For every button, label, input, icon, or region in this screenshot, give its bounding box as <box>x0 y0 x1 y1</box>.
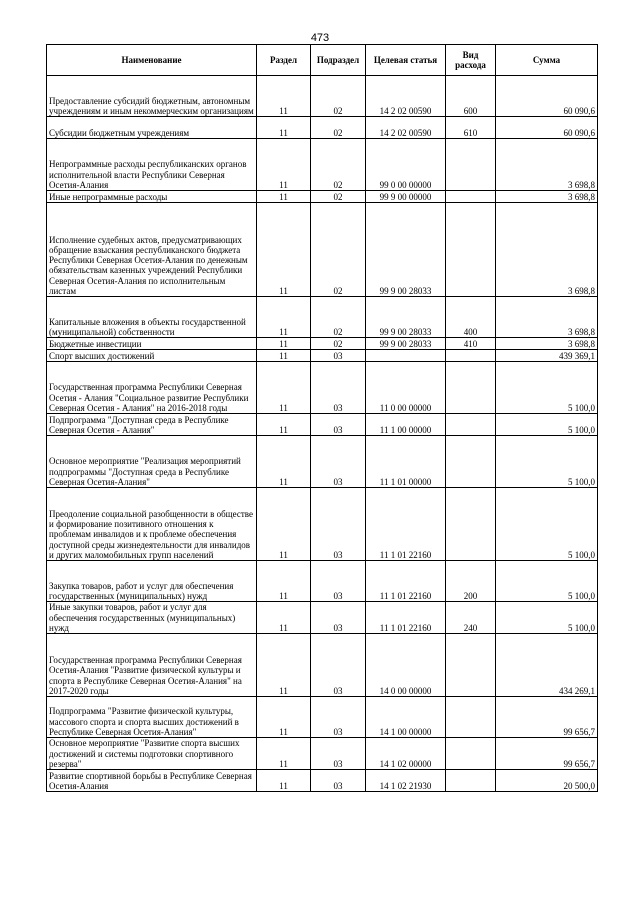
row-section: 11 <box>257 634 311 697</box>
page-number: 473 <box>310 32 330 44</box>
row-expense-type <box>446 488 496 561</box>
row-amount: 60 090,6 <box>496 117 598 139</box>
row-name: Подпрограмма "Развитие физической культуры, массового спорта и спорта высших достижений в Республике Северная Осетия-Алания" <box>47 697 257 738</box>
table-row <box>47 414 598 436</box>
row-target: 99 9 00 28033 <box>366 297 446 338</box>
row-expense-type: 610 <box>446 117 496 139</box>
row-target: 99 9 00 00000 <box>366 191 446 203</box>
table-row <box>47 697 598 738</box>
table-row <box>47 76 598 117</box>
row-expense-type <box>446 436 496 488</box>
row-subsection: 02 <box>311 338 366 350</box>
row-section: 11 <box>257 297 311 338</box>
row-name: Субсидии бюджетным учреждениям <box>47 117 257 139</box>
row-name: Преодоление социальной разобщенности в обществе и формирование позитивного отношения к проблемам инвалидов и к проблеме обеспечения доступной среды жизнедеятельности для инвалидов и других маломобильных групп населений <box>47 488 257 561</box>
row-amount: 5 100,0 <box>496 561 598 602</box>
row-amount: 5 100,0 <box>496 602 598 634</box>
row-name: Капитальные вложения в объекты государственной (муниципальной) собственности <box>47 297 257 338</box>
table-row <box>47 350 598 362</box>
row-name: Спорт высших достижений <box>47 350 257 362</box>
row-target: 11 1 01 22160 <box>366 561 446 602</box>
row-subsection: 03 <box>311 561 366 602</box>
row-target: 14 1 00 00000 <box>366 697 446 738</box>
row-amount: 3 698,8 <box>496 191 598 203</box>
row-target: 14 2 02 00590 <box>366 117 446 139</box>
row-expense-type: 600 <box>446 76 496 117</box>
row-name: Иные непрограммные расходы <box>47 191 257 203</box>
table-row <box>47 297 598 338</box>
table-row <box>47 634 598 697</box>
table-row <box>47 602 598 634</box>
row-target: 99 0 00 00000 <box>366 139 446 191</box>
row-amount: 5 100,0 <box>496 414 598 436</box>
row-subsection: 03 <box>311 488 366 561</box>
table-row <box>47 191 598 203</box>
header-expense-type: Вид расхода <box>446 45 496 76</box>
row-subsection: 02 <box>311 191 366 203</box>
row-target: 14 0 00 00000 <box>366 634 446 697</box>
row-target: 99 9 00 28033 <box>366 338 446 350</box>
row-section: 11 <box>257 139 311 191</box>
row-subsection: 03 <box>311 436 366 488</box>
row-subsection: 02 <box>311 203 366 297</box>
row-target: 11 1 01 22160 <box>366 488 446 561</box>
row-amount: 3 698,8 <box>496 338 598 350</box>
row-name: Основное мероприятие "Развитие спорта высших достижений и системы подготовки спортивного резерва" <box>47 738 257 770</box>
row-name: Предоставление субсидий бюджетным, автономным учреждениям и иным некоммерческим организациям <box>47 76 257 117</box>
row-name: Закупка товаров, работ и услуг для обеспечения государственных (муниципальных) нужд <box>47 561 257 602</box>
row-amount: 5 100,0 <box>496 436 598 488</box>
row-amount: 5 100,0 <box>496 488 598 561</box>
row-subsection: 03 <box>311 697 366 738</box>
row-target: 11 1 00 00000 <box>366 414 446 436</box>
row-subsection: 03 <box>311 602 366 634</box>
row-expense-type <box>446 191 496 203</box>
row-section: 11 <box>257 76 311 117</box>
row-expense-type <box>446 362 496 414</box>
row-amount: 3 698,8 <box>496 139 598 191</box>
row-subsection: 02 <box>311 76 366 117</box>
row-expense-type <box>446 350 496 362</box>
row-name: Бюджетные инвестиции <box>47 338 257 350</box>
row-name: Основное мероприятие "Реализация мероприятий подпрограммы "Доступная среда в Республике Северная Осетия-Алания" <box>47 436 257 488</box>
row-target: 99 9 00 28033 <box>366 203 446 297</box>
row-section: 11 <box>257 414 311 436</box>
row-amount: 20 500,0 <box>496 770 598 792</box>
row-section: 11 <box>257 738 311 770</box>
header-name: Наименование <box>47 45 257 76</box>
row-amount: 439 369,1 <box>496 350 598 362</box>
row-amount: 99 656,7 <box>496 697 598 738</box>
row-amount: 434 269,1 <box>496 634 598 697</box>
row-expense-type: 410 <box>446 338 496 350</box>
row-section: 11 <box>257 436 311 488</box>
row-subsection: 02 <box>311 139 366 191</box>
table-row <box>47 436 598 488</box>
row-section: 11 <box>257 488 311 561</box>
table-row <box>47 488 598 561</box>
row-subsection: 03 <box>311 634 366 697</box>
row-section: 11 <box>257 191 311 203</box>
table-row <box>47 117 598 139</box>
row-target: 11 1 01 00000 <box>366 436 446 488</box>
table-row <box>47 362 598 414</box>
row-name: Исполнение судебных актов, предусматривающих обращение взыскания республиканского бюджета Республики Северная Осетия-Алания по денежным обязательствам казенных учреждений Республики Северная Осетия-Алания по исполнительным листам <box>47 203 257 297</box>
row-target: 14 2 02 00590 <box>366 76 446 117</box>
header-amount: Сумма <box>496 45 598 76</box>
row-section: 11 <box>257 561 311 602</box>
row-section: 11 <box>257 338 311 350</box>
header-subsection: Подраздел <box>311 45 366 76</box>
row-expense-type <box>446 634 496 697</box>
row-amount: 3 698,8 <box>496 203 598 297</box>
row-subsection: 03 <box>311 362 366 414</box>
row-expense-type <box>446 738 496 770</box>
budget-table <box>46 44 598 792</box>
row-section: 11 <box>257 602 311 634</box>
row-amount: 60 090,6 <box>496 76 598 117</box>
row-section: 11 <box>257 770 311 792</box>
row-target: 14 1 02 00000 <box>366 738 446 770</box>
row-expense-type: 400 <box>446 297 496 338</box>
row-expense-type: 240 <box>446 602 496 634</box>
table-header-row <box>47 45 598 76</box>
row-expense-type <box>446 139 496 191</box>
row-amount: 5 100,0 <box>496 362 598 414</box>
row-name: Непрограммные расходы республиканских органов исполнительной власти Республики Северная Осетия-Алания <box>47 139 257 191</box>
header-section: Раздел <box>257 45 311 76</box>
row-name: Подпрограмма "Доступная среда в Республике Северная Осетия - Алания" <box>47 414 257 436</box>
row-name: Государственная программа Республики Северная Осетия-Алания "Развитие физической культуры и спорта в Республике Северная Осетия-Алания" на 2017-2020 годы <box>47 634 257 697</box>
header-target: Целевая статья <box>366 45 446 76</box>
row-section: 11 <box>257 203 311 297</box>
row-subsection: 02 <box>311 117 366 139</box>
table-row <box>47 738 598 770</box>
row-name: Государственная программа Республики Северная Осетия - Алания "Социальное развитие Республики Северная Осетия - Алания" на 2016-2018 годы <box>47 362 257 414</box>
row-section: 11 <box>257 117 311 139</box>
row-expense-type <box>446 203 496 297</box>
table-row <box>47 203 598 297</box>
row-expense-type: 200 <box>446 561 496 602</box>
row-amount: 99 656,7 <box>496 738 598 770</box>
row-name: Иные закупки товаров, работ и услуг для обеспечения государственных (муниципальных) нужд <box>47 602 257 634</box>
row-expense-type <box>446 770 496 792</box>
row-target <box>366 350 446 362</box>
table-row <box>47 338 598 350</box>
row-subsection: 03 <box>311 738 366 770</box>
row-subsection: 03 <box>311 350 366 362</box>
row-target: 11 0 00 00000 <box>366 362 446 414</box>
row-section: 11 <box>257 362 311 414</box>
row-section: 11 <box>257 350 311 362</box>
table-row <box>47 770 598 792</box>
row-expense-type <box>446 697 496 738</box>
row-section: 11 <box>257 697 311 738</box>
row-subsection: 03 <box>311 770 366 792</box>
row-subsection: 03 <box>311 414 366 436</box>
row-name: Развитие спортивной борьбы в Республике Северная Осетия-Алания <box>47 770 257 792</box>
row-target: 11 1 01 22160 <box>366 602 446 634</box>
table-body <box>47 76 598 792</box>
row-subsection: 02 <box>311 297 366 338</box>
table-row <box>47 139 598 191</box>
row-amount: 3 698,8 <box>496 297 598 338</box>
table-row <box>47 561 598 602</box>
row-target: 14 1 02 21930 <box>366 770 446 792</box>
row-expense-type <box>446 414 496 436</box>
